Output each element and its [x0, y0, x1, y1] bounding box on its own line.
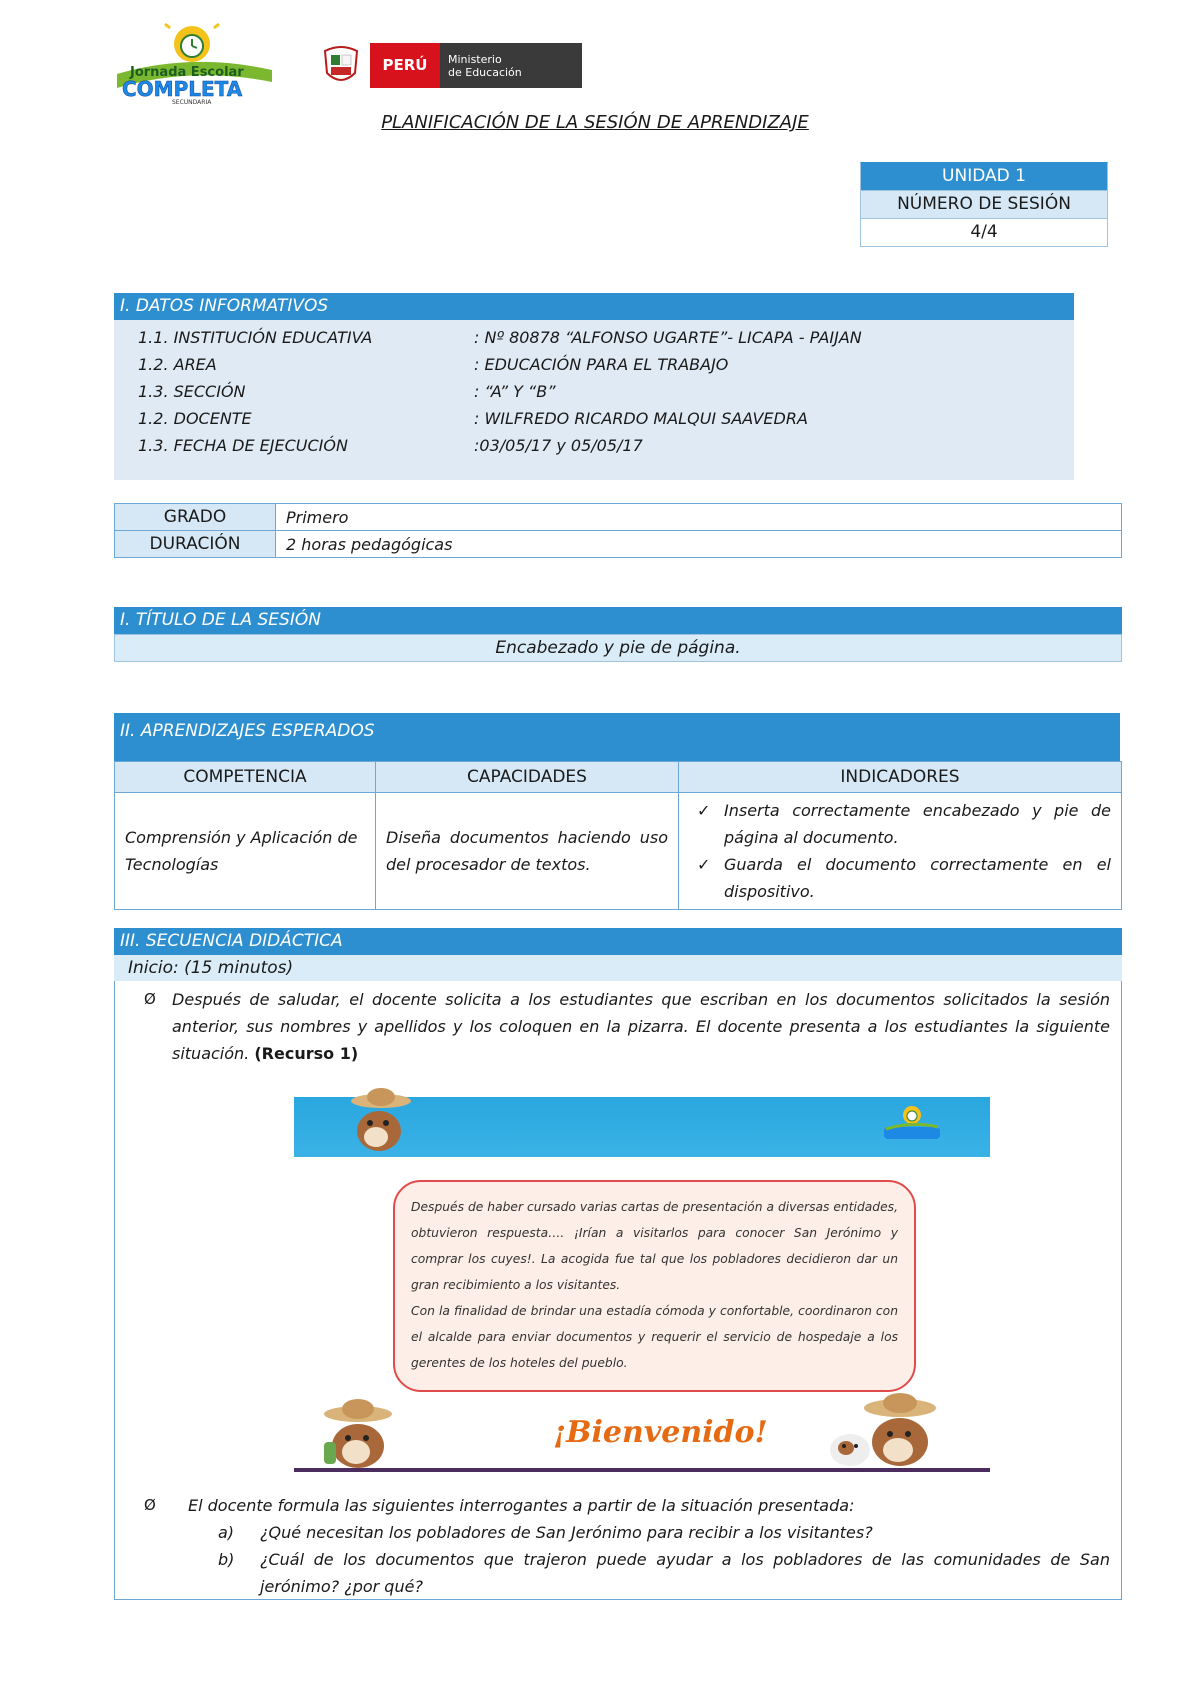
list-item: ✓ Guarda el documento correctamente en el dispositivo. [724, 851, 1111, 905]
table-row [115, 793, 1122, 910]
story-box [393, 1180, 916, 1392]
unit-box [860, 162, 1108, 247]
section-heading-aprendizajes: II. APRENDIZAJES ESPERADOS [114, 713, 1120, 761]
bullet-icon: Ø [144, 1496, 156, 1514]
peru-label: PERÚ [370, 43, 440, 88]
grado-table [114, 503, 1122, 558]
check-icon: ✓ [697, 801, 711, 820]
question-letter: b) [218, 1550, 235, 1569]
datos-row: 1.3. FECHA DE EJECUCIÓN :03/05/17 y 05/05/17 [138, 436, 643, 455]
datos-informativos-section [114, 293, 1074, 480]
duracion-label: DURACIÓN [115, 531, 276, 558]
column-header: INDICADORES [679, 762, 1122, 793]
list-item: ✓ Inserta correctamente encabezado y pie de página al documento. [724, 797, 1111, 851]
questions-intro: Ø El docente formula las siguientes interrogantes a partir de la situación presentada: [188, 1492, 1110, 1519]
grado-value: Primero [276, 504, 1122, 531]
guinea-pig-family-icon [820, 1392, 940, 1470]
session-title-value: Encabezado y pie de página. [114, 634, 1122, 662]
illustration-divider [294, 1468, 990, 1472]
document-title: PLANIFICACIÓN DE LA SESIÓN DE APRENDIZAJE [381, 112, 809, 133]
datos-row: 1.2. DOCENTE : WILFREDO RICARDO MALQUI SAAVEDRA [138, 409, 808, 428]
indicadores-cell [679, 793, 1122, 910]
svg-text:Jornada Escolar: Jornada Escolar [130, 65, 244, 80]
story-paragraph: Después de haber cursado varias cartas de presentación a diversas entidades, obtuvieron respuesta…. ¡Irían a visitarlos para conocer San Jerónimo y comprar los cuyes!. La acogida fue tal que los pobladores decidieron dar un gran recibimiento a los visitantes. [411, 1200, 898, 1292]
ministerio-label: Ministerio de Educación [440, 43, 582, 88]
aprendizajes-table [114, 761, 1122, 910]
svg-text:SECUNDARIA: SECUNDARIA [172, 99, 212, 104]
list-item [218, 1519, 1110, 1546]
inicio-label: Inicio: (15 minutos) [114, 955, 1122, 981]
guinea-pig-icon [320, 1398, 398, 1470]
capacidades-cell: Diseña documentos haciendo uso del procesador de textos. [376, 793, 679, 910]
questions-list [218, 1519, 1110, 1600]
story-paragraph: Con la finalidad de brindar una estadía cómoda y confortable, coordinaron con el alcalde para enviar documentos y requerir el servicio de hospedaje a los gerentes de los hoteles del pueblo. [411, 1304, 898, 1370]
section-heading: I. TÍTULO DE LA SESIÓN [114, 607, 1122, 634]
bienvenido-text: ¡Bienvenido! [553, 1415, 768, 1450]
datos-row: 1.1. INSTITUCIÓN EDUCATIVA : Nº 80878 “ALFONSO UGARTE”- LICAPA - PAIJAN [138, 328, 862, 347]
unit-label: UNIDAD 1 [860, 162, 1108, 191]
question-letter: a) [218, 1523, 235, 1542]
column-header: COMPETENCIA [115, 762, 376, 793]
datos-row: 1.2. AREA : EDUCACIÓN PARA EL TRABAJO [138, 355, 729, 374]
question-text: ¿Qué necesitan los pobladores de San Jerónimo para recibir a los visitantes? [260, 1523, 873, 1542]
recurso-banner [294, 1097, 990, 1157]
guinea-pig-icon [346, 1087, 416, 1157]
bullet-icon: Ø [144, 990, 156, 1008]
datos-body [114, 320, 1074, 480]
secuencia-section [114, 928, 1122, 981]
table-header-row [115, 762, 1122, 793]
jec-mini-logo-icon [882, 1103, 942, 1151]
ministerio-educacion-logo [317, 43, 582, 88]
question-text: ¿Cuál de los documentos que trajeron puede ayudar a los pobladores de las comunidades de San jerónimo? ¿por qué? [260, 1550, 1110, 1596]
section-heading: I. DATOS INFORMATIVOS [114, 293, 1074, 320]
datos-row: 1.3. SECCIÓN : “A” Y “B” [138, 382, 556, 401]
session-number-value: 4/4 [860, 219, 1108, 247]
competencia-cell: Comprensión y Aplicación de Tecnologías [115, 793, 376, 910]
peru-shield-icon [317, 43, 365, 88]
check-icon: ✓ [697, 855, 711, 874]
svg-text:COMPLETA: COMPLETA [122, 77, 243, 101]
session-number-label: NÚMERO DE SESIÓN [860, 191, 1108, 219]
jornada-escolar-completa-logo [112, 22, 282, 104]
recurso-label: (Recurso 1) [254, 1044, 359, 1063]
grado-label: GRADO [115, 504, 276, 531]
table-row [115, 504, 1122, 531]
section-heading: III. SECUENCIA DIDÁCTICA [114, 928, 1122, 955]
duracion-value: 2 horas pedagógicas [276, 531, 1122, 558]
inicio-paragraph: Ø Después de saludar, el docente solicita a los estudiantes que escriban en los documentos solicitados la sesión anterior, sus nombres y apellidos y los coloquen en la pizarra. El docente presenta a los estudiantes la siguiente situación. (Recurso 1) [172, 986, 1110, 1067]
list-item [218, 1546, 1110, 1600]
column-header: CAPACIDADES [376, 762, 679, 793]
titulo-section [114, 607, 1122, 662]
table-row [115, 531, 1122, 558]
